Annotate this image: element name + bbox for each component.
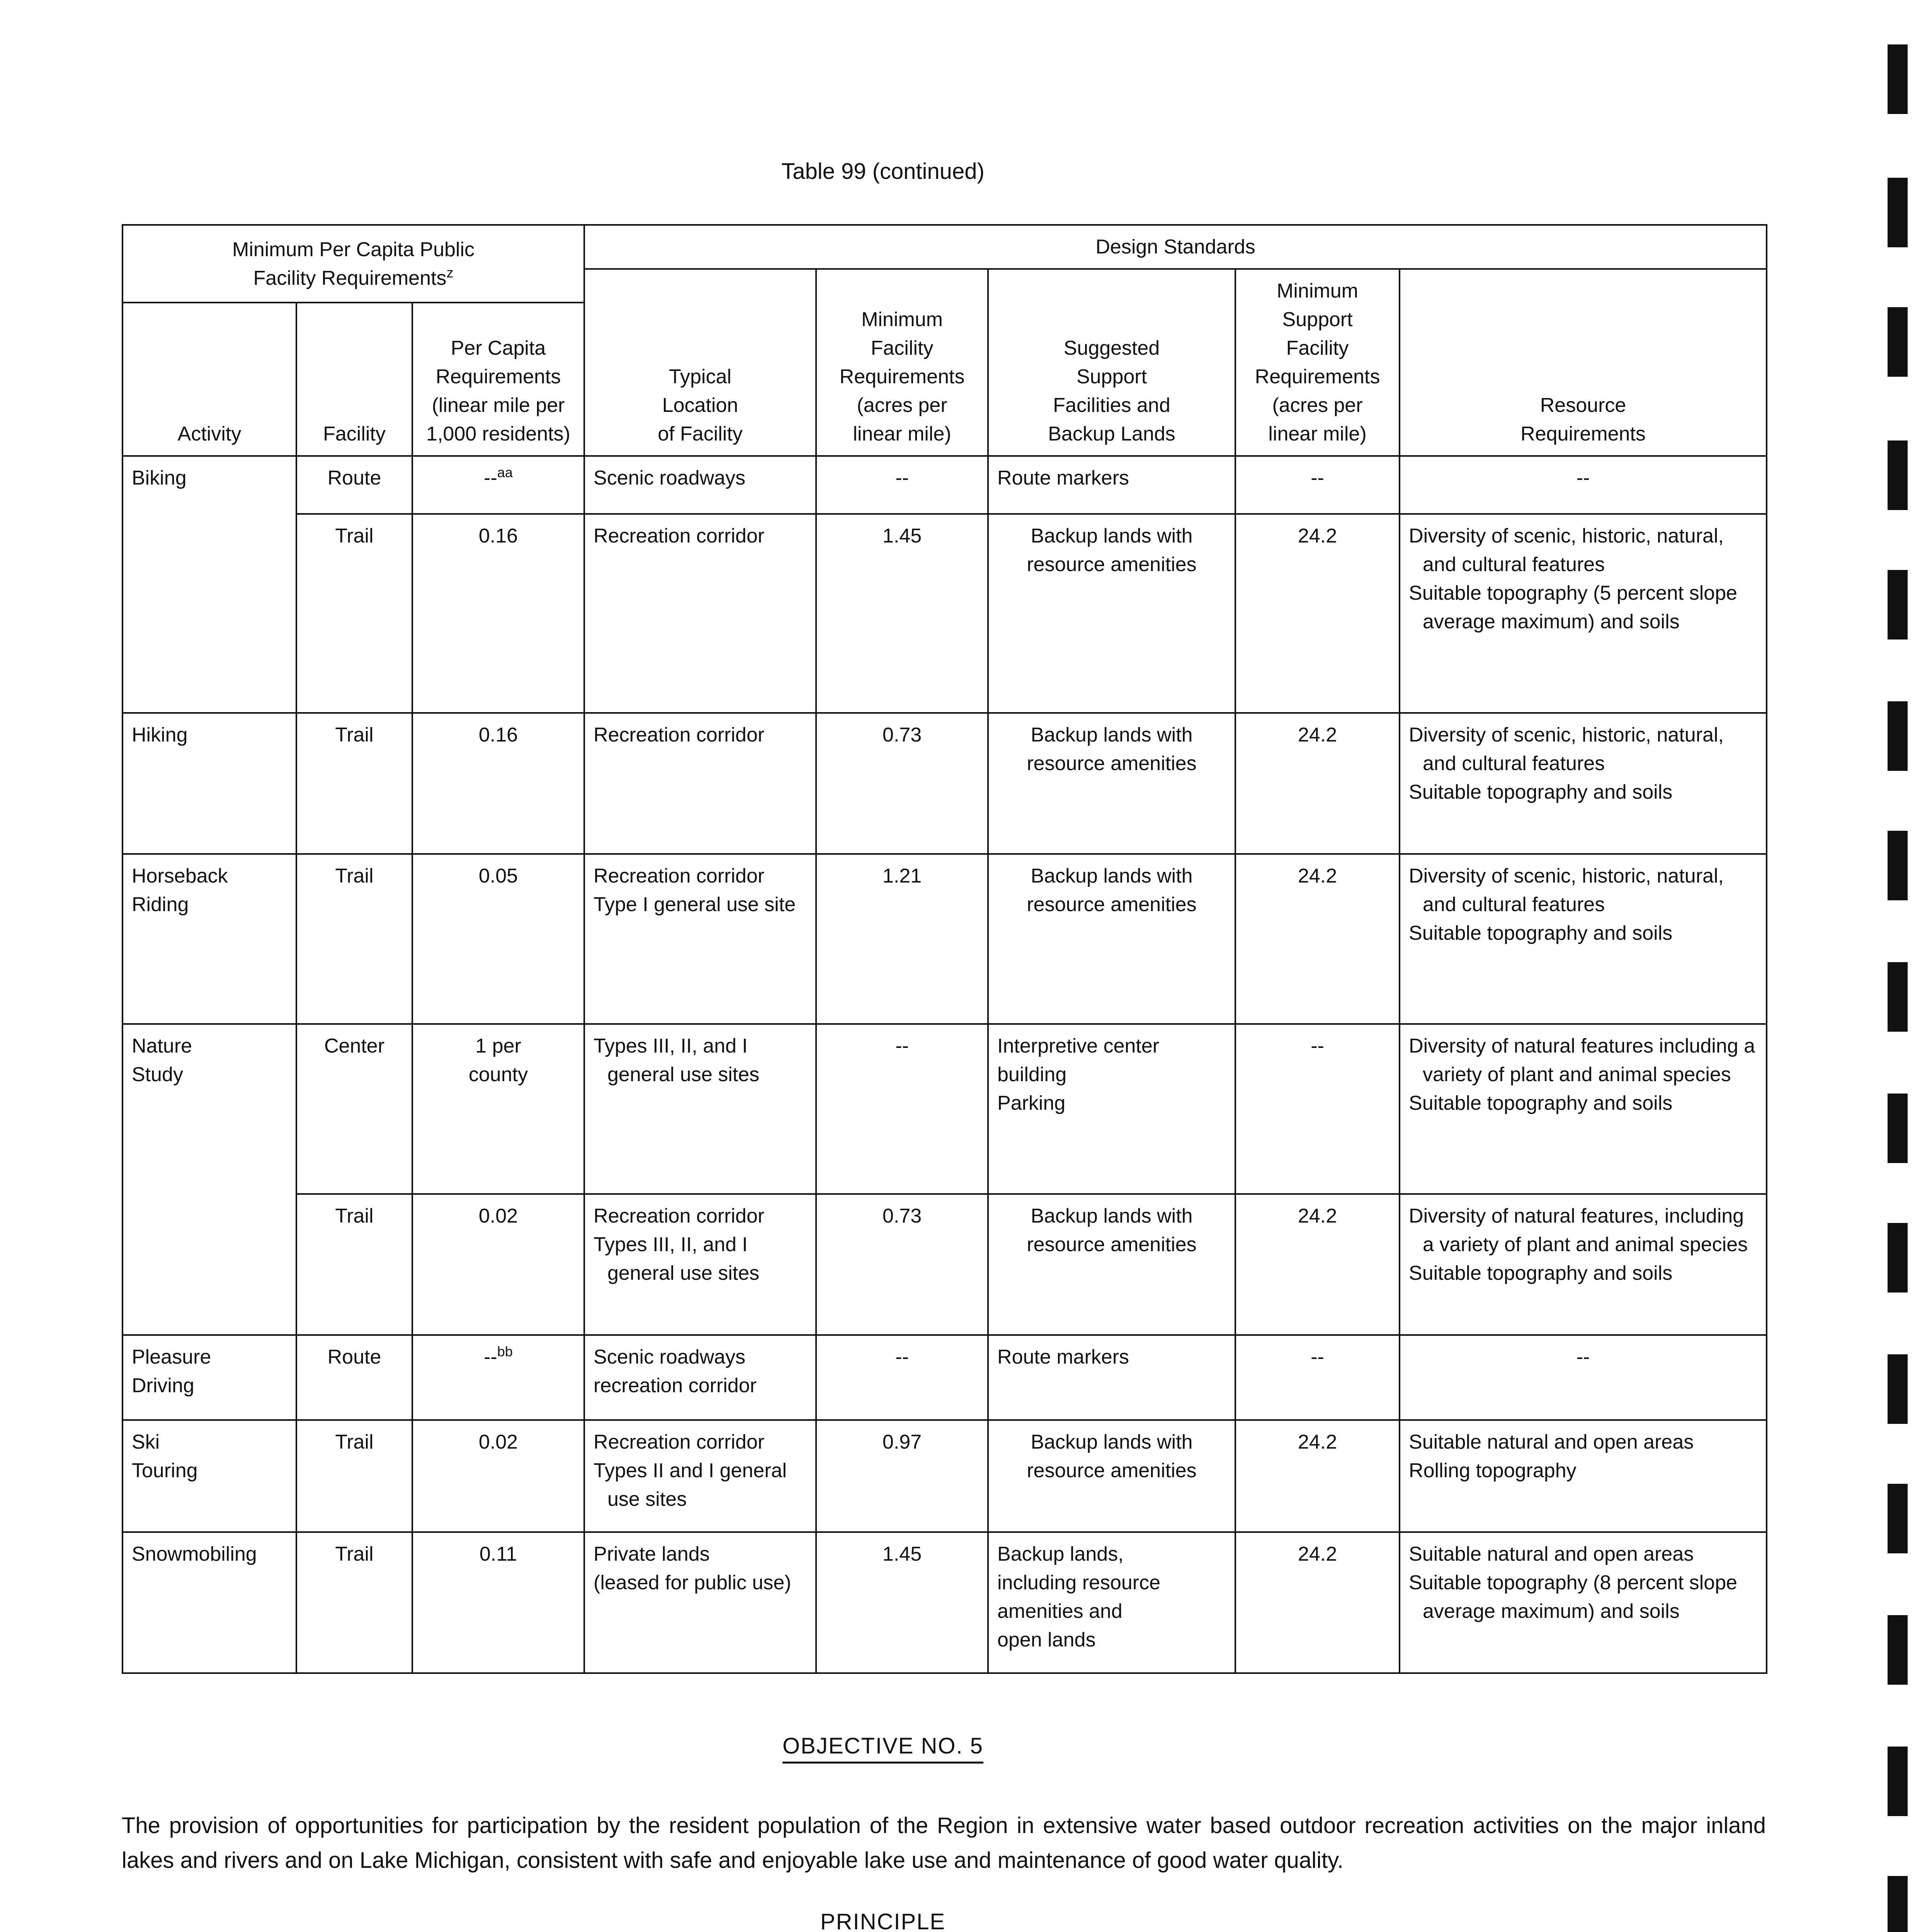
objective-text: The provision of opportunities for participation by the resident population of the Region in extensive water based outdoor recreation activities on the major inland lakes and rivers and on Lake Michigan, consistent with safe and enjoyable lake use and maintenance of good water quality. [122,1813,1766,1873]
min-facility-cell: 0.73 [816,713,988,854]
min-support-cell: -- [1235,456,1400,514]
activity-cell: Biking [122,456,296,713]
min-facility-cell: 1.21 [816,854,988,1024]
resource-cell: Suitable natural and open areas Suitable topography (8 percent slope average maximum) and soils [1400,1532,1767,1673]
facility-cell: Trail [296,1532,412,1673]
resource-cell: Diversity of natural features, including a variety of plant and animal species Suitable topography and soils [1400,1194,1767,1335]
table-row [122,456,1767,514]
support-cell: Backup lands with resource amenities [988,713,1235,854]
table-row [122,514,1767,713]
table-row [122,1024,1767,1194]
support-cell: Route markers [988,456,1235,514]
location-cell: Private lands (leased for public use) [584,1532,816,1673]
support-cell: Backup lands with resource amenities [988,854,1235,1024]
activity-cell: Nature Study [122,1024,296,1335]
min-support-cell: 24.2 [1235,1420,1400,1532]
per-capita-cell: --$^{aa}$ [412,456,584,514]
edge-mark [1888,440,1908,510]
min-support-cell: 24.2 [1235,1194,1400,1335]
support-cell: Interpretive center building Parking [988,1024,1235,1194]
activity-cell: Horseback Riding [122,854,296,1024]
support-cell: Route markers [988,1335,1235,1420]
facility-cell: Route [296,1335,412,1420]
edge-mark [1888,701,1908,771]
activity-cell: Ski Touring [122,1420,296,1532]
table-row [122,713,1767,854]
support-cell: Backup lands with resource amenities [988,1194,1235,1335]
min-support-cell: 24.2 [1235,854,1400,1024]
edge-mark [1888,1747,1908,1816]
col-header-per-capita: Per Capita Requirements (linear mile per 1,000 residents) [412,303,584,456]
resource-cell: Diversity of scenic, historic, natural, and cultural features Suitable topography (5 percent slope average maximum) and soils [1400,514,1767,713]
principle-heading: PRINCIPLE [0,1909,1766,1932]
location-cell: Scenic roadways recreation corridor [584,1335,816,1420]
min-facility-cell: 1.45 [816,1532,988,1673]
min-facility-cell: -- [816,456,988,514]
edge-mark [1888,1484,1908,1553]
facility-cell: Trail [296,1194,412,1335]
min-support-cell: -- [1235,1024,1400,1194]
per-capita-cell: 0.16 [412,713,584,854]
edge-mark [1888,44,1908,114]
objective-heading: OBJECTIVE NO. 5 [0,1733,1766,1759]
min-facility-cell: 0.73 [816,1194,988,1335]
design-standards-header: Design Standards [584,225,1767,269]
per-capita-cell: 0.05 [412,854,584,1024]
min-facility-cell: 1.45 [816,514,988,713]
edge-mark [1888,831,1908,900]
per-capita-cell: 0.16 [412,514,584,713]
facility-cell: Trail [296,854,412,1024]
per-capita-cell: 0.02 [412,1420,584,1532]
table-title: Table 99 (continued) [781,159,985,184]
min-support-cell: 24.2 [1235,713,1400,854]
support-cell: Backup lands with resource amenities [988,1420,1235,1532]
support-cell: Backup lands with resource amenities [988,514,1235,713]
location-cell: Scenic roadways [584,456,816,514]
col-header-min-facility: Minimum Facility Requirements (acres per linear mile) [816,269,988,456]
min-facility-cell: -- [816,1024,988,1194]
location-cell: Recreation corridor [584,514,816,713]
table-row [122,1532,1767,1673]
resource-cell: Diversity of scenic, historic, natural, and cultural features Suitable topography and soils [1400,854,1767,1024]
facility-cell: Trail [296,713,412,854]
per-capita-cell: 1 per county [412,1024,584,1194]
facility-cell: Center [296,1024,412,1194]
per-capita-cell: 0.02 [412,1194,584,1335]
location-cell: Recreation corridor Types III, II, and I general use sites [584,1194,816,1335]
activity-cell: Pleasure Driving [122,1335,296,1420]
edge-mark [1888,570,1908,639]
col-header-min-support: Minimum Support Facility Requirements (acres per linear mile) [1235,269,1400,456]
per-capita-cell: 0.11 [412,1532,584,1673]
min-facility-cell: 0.97 [816,1420,988,1532]
activity-cell: Snowmobiling [122,1532,296,1673]
location-cell: Types III, II, and I general use sites [584,1024,816,1194]
min-support-cell: -- [1235,1335,1400,1420]
col-header-location: Typical Location of Facility [584,269,816,456]
resource-cell: -- [1400,1335,1767,1420]
min-facility-cell: -- [816,1335,988,1420]
per-capita-cell: --$^{bb}$ [412,1335,584,1420]
location-cell: Recreation corridor Types II and I general use sites [584,1420,816,1532]
table-row [122,1194,1767,1335]
col-header-support: Suggested Support Facilities and Backup Lands [988,269,1235,456]
edge-mark [1888,1876,1908,1932]
support-cell: Backup lands, including resource amenities and open lands [988,1532,1235,1673]
resource-cell: Diversity of scenic, historic, natural, and cultural features Suitable topography and soils [1400,713,1767,854]
edge-mark [1888,1615,1908,1685]
facility-requirements-table [122,224,1767,1674]
per-capita-group-header: Minimum Per Capita Public Facility Requirements$^z$ [122,225,584,303]
resource-cell: -- [1400,456,1767,514]
edge-mark [1888,962,1908,1032]
table-row [122,1335,1767,1420]
location-cell: Recreation corridor Type I general use site [584,854,816,1024]
min-support-cell: 24.2 [1235,514,1400,713]
col-header-resource: Resource Requirements [1400,269,1767,456]
edge-mark [1888,1354,1908,1424]
edge-mark [1888,1223,1908,1293]
location-cell: Recreation corridor [584,713,816,854]
activity-cell: Hiking [122,713,296,854]
col-header-activity: Activity [122,303,296,456]
table-row [122,854,1767,1024]
col-header-facility: Facility [296,303,412,456]
edge-mark [1888,1094,1908,1163]
facility-cell: Trail [296,1420,412,1532]
facility-cell: Trail [296,514,412,713]
table-row [122,1420,1767,1532]
edge-mark [1888,178,1908,247]
facility-cell: Route [296,456,412,514]
resource-cell: Suitable natural and open areas Rolling topography [1400,1420,1767,1532]
edge-mark [1888,307,1908,377]
min-support-cell: 24.2 [1235,1532,1400,1673]
resource-cell: Diversity of natural features including a variety of plant and animal species Suitable topography and soils [1400,1024,1767,1194]
